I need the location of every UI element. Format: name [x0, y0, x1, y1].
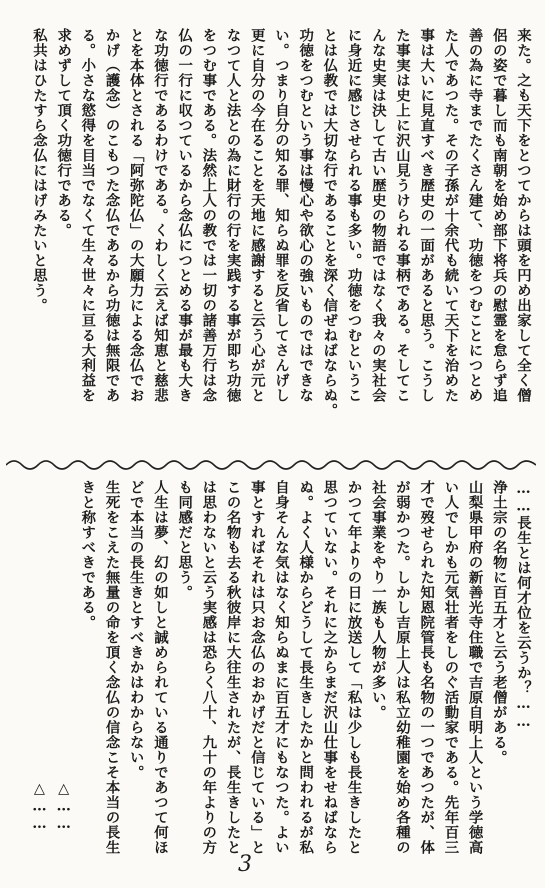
- text-column: 社会事業をやり一族も人物が多い。: [369, 480, 387, 720]
- text-column: 更に自分の今在ることを天地に感謝すると云う心が元と: [248, 28, 266, 403]
- text-column: とを本体とされる「阿弥陀仏」の大願力による念仏でお: [127, 28, 145, 403]
- text-column: 私共はひたすら念仏にはげみたいと思う。: [30, 28, 48, 313]
- text-column: 思つていない。それに之からまだ沢山仕事をせねばなら: [321, 480, 339, 855]
- text-column: 才で歿せられた知恩院管長も名物の一つであつたが、体: [418, 480, 436, 855]
- upper-article-text: [5, 28, 535, 418]
- text-column: かつて年よりの日に放送して「私は少しも長生きしたと: [345, 480, 363, 855]
- text-column: 仏の一行に収つているから念仏につとめる事が最も大き: [176, 28, 194, 403]
- text-column: 侶の姿で暮し而も南朝を始め部下将兵の慰霊を怠らず追: [490, 28, 508, 403]
- text-column: る。小さな慾得を目当でなくて生々世々に亘る大利益を: [79, 28, 97, 403]
- wavy-divider: [6, 455, 536, 475]
- text-column: 生死をこえた無量の命を頂く念仏の信念こそ本当の長生: [103, 480, 121, 855]
- text-column: た人であつた。その子孫が十余代も続いて天下を治めた: [442, 28, 460, 403]
- lower-article-text: [5, 480, 535, 875]
- text-column: きと称すべきである。: [79, 480, 97, 630]
- text-column: が弱かつた。しかし吉原上人は私立幼稚園を始め各種の: [393, 480, 411, 855]
- text-column: をつむ事である。法然上人の教では一切の諸善万行は念: [200, 28, 218, 403]
- text-column: ぬ。よく人様からどうして長生きしたかと問われるが私: [297, 480, 315, 855]
- text-column: い。つまり自分の知る罪、知らぬ罪を反省してさんげし: [272, 28, 290, 403]
- text-column: なつて人と法との為に財行の行を実践する事が即ち功徳: [224, 28, 242, 403]
- text-column: この名物も去る秋彼岸に大往生されたが、長生きしたと: [224, 480, 242, 855]
- text-column: な功徳行であるわけである。くわしく云えば知恵と慈悲: [151, 28, 169, 403]
- text-column: ……長生とは何才位を云うか？……: [515, 480, 532, 731]
- text-column: どで本当の長生きとすべきかはわからない。: [127, 480, 145, 780]
- text-column: 山梨県甲府の新善光寺住職で吉原自明上人という学徳高: [466, 480, 484, 855]
- text-column: 功徳をつむという事は慢心や欲心の強いものではできな: [297, 28, 315, 403]
- text-column: とは仏教では大切な行であることを深く信ぜねばならぬ。: [321, 28, 339, 418]
- text-column: 事は大いに見直すべき歴史の一面があると思う。こうし: [418, 28, 436, 403]
- text-column: い人でしかも元気壮者をしのぐ活動家である。先年百三: [442, 480, 460, 855]
- text-column: 事とすればそれは只お念仏のおかげだと信じている」と: [248, 480, 266, 855]
- text-column: 浄土宗の名物に百五才と云う老僧がある。: [490, 480, 508, 765]
- text-column: た事実は史上に沢山見うけられる事柄である。そしてこ: [393, 28, 411, 403]
- text-column: も同感だと思う。: [176, 480, 194, 600]
- text-column: かげ（護念）のこもつた念仏であるから功徳は無限であ: [103, 28, 121, 403]
- text-column: 善の為に寺までたくさん建て、功徳をつむことにつとめ: [466, 28, 484, 403]
- text-column: は思わないと云う実感は恐らく八十、九十の年よりの方: [200, 480, 218, 855]
- text-column: 人生は夢、幻の如しと誠められている通りであつて何ほ: [151, 480, 169, 855]
- section-end-mark: △……: [30, 780, 48, 833]
- text-column: 求めずして頂く功徳行である。: [55, 28, 73, 238]
- section-end-mark: △……: [55, 780, 73, 833]
- text-column: んな史実は決して古い歴史の物語ではなく我々の実社会: [369, 28, 387, 403]
- text-column: に身近に感じさせられる事も多い。功徳をつむというこ: [345, 28, 363, 403]
- text-column: 自身そんな気はなく知らぬまに百五才にもなつた。よい: [272, 480, 290, 855]
- text-column: 来た。之も天下をとつてからは頭を円め出家して全く僧: [515, 28, 532, 403]
- page-number: 3: [238, 852, 252, 877]
